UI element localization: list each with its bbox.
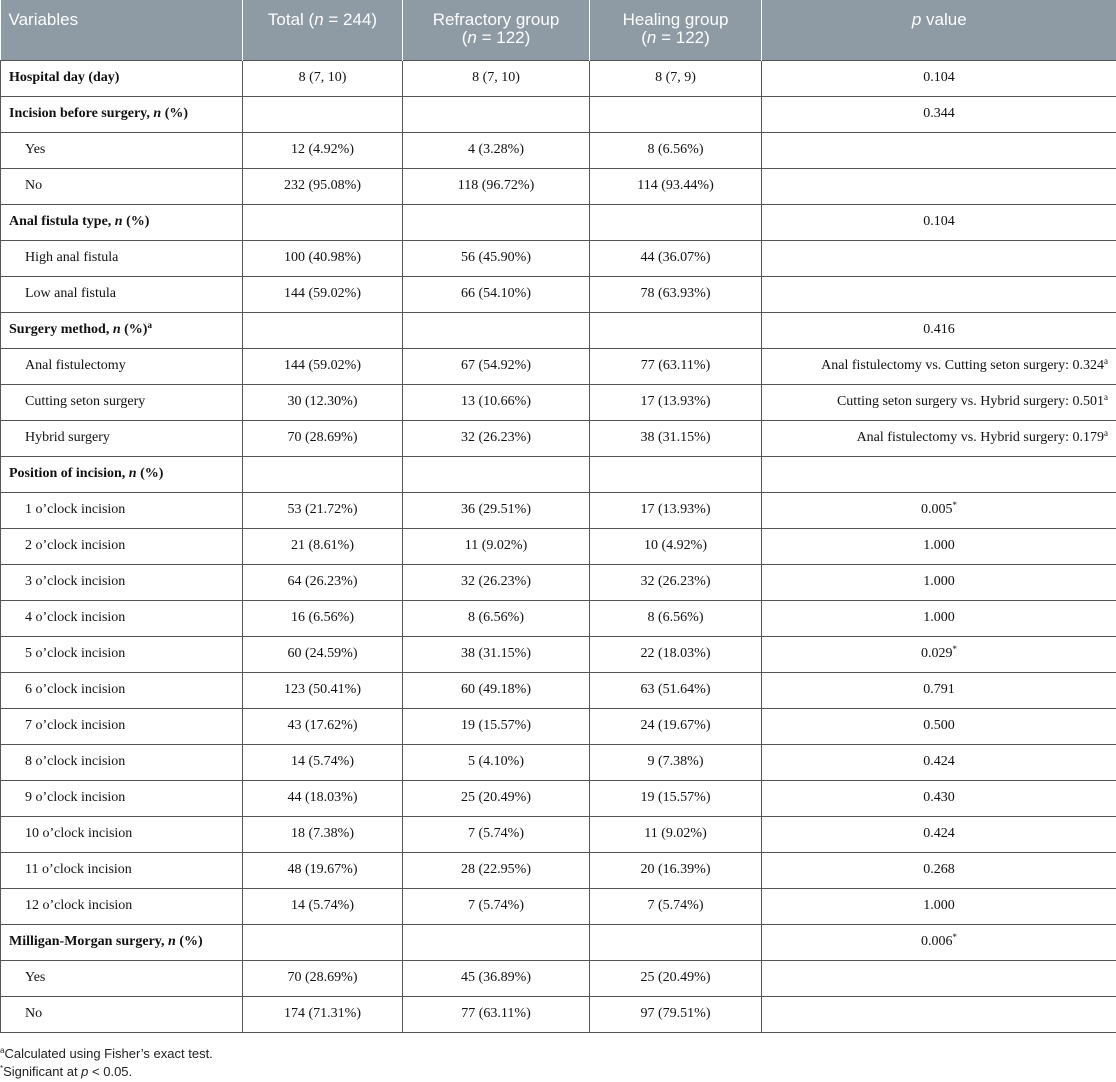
table-row (1, 744, 1116, 780)
table-row (1, 204, 1116, 240)
healing-cell (590, 96, 762, 132)
variable-cell (1, 924, 243, 960)
table-row (1, 492, 1116, 528)
refractory-cell: 66 (54.10%) (403, 276, 590, 312)
variable-label: Low anal fistula (25, 286, 116, 301)
table-row (1, 528, 1116, 564)
pvalue-marker: a (1104, 428, 1108, 438)
table-row (1, 564, 1116, 600)
pvalue-text: 0.268 (923, 862, 955, 877)
healing-cell: 32 (26.23%) (590, 564, 762, 600)
refractory-cell: 77 (63.11%) (403, 996, 590, 1032)
pvalue-text: 0.424 (923, 754, 955, 769)
healing-cell (590, 456, 762, 492)
variable-cell (1, 888, 243, 924)
refractory-cell: 25 (20.49%) (403, 780, 590, 816)
healing-cell: 9 (7.38%) (590, 744, 762, 780)
pvalue-marker: * (952, 932, 957, 942)
variable-cell (1, 744, 243, 780)
variable-label-tail: (%) (161, 106, 189, 121)
total-cell: 48 (19.67%) (243, 852, 403, 888)
pvalue-cell (762, 852, 1116, 888)
refractory-cell: 8 (6.56%) (403, 600, 590, 636)
variable-cell (1, 240, 243, 276)
healing-cell: 22 (18.03%) (590, 636, 762, 672)
variable-label: 5 o’clock incision (25, 646, 126, 661)
refractory-cell: 67 (54.92%) (403, 348, 590, 384)
variable-label-tail: (%) (175, 934, 203, 949)
table-row (1, 168, 1116, 204)
table-row (1, 420, 1116, 456)
variable-cell (1, 636, 243, 672)
healing-cell: 78 (63.93%) (590, 276, 762, 312)
healing-cell: 11 (9.02%) (590, 816, 762, 852)
variable-label: 2 o’clock incision (25, 538, 126, 553)
variable-cell (1, 852, 243, 888)
footnote-star-marker: * (0, 1064, 4, 1073)
healing-cell: 114 (93.44%) (590, 168, 762, 204)
pvalue-cell (762, 528, 1116, 564)
header-refractory-line1: Refractory group (432, 10, 560, 29)
table-row (1, 672, 1116, 708)
pvalue-cell (762, 276, 1116, 312)
variable-footnote-marker: a (147, 320, 152, 330)
total-cell: 64 (26.23%) (243, 564, 403, 600)
table-row (1, 240, 1116, 276)
variable-label-n: n (112, 322, 121, 337)
refractory-cell: 56 (45.90%) (403, 240, 590, 276)
footnote-star-p: p (81, 1064, 89, 1079)
healing-cell: 25 (20.49%) (590, 960, 762, 996)
pvalue-cell (762, 384, 1116, 420)
variable-label: Anal fistula type, (9, 214, 115, 229)
table-row (1, 924, 1116, 960)
table-row (1, 384, 1116, 420)
refractory-cell: 32 (26.23%) (403, 420, 590, 456)
footnote-a-marker: a (0, 1046, 5, 1055)
variable-cell (1, 492, 243, 528)
pvalue-text: 0.344 (923, 106, 955, 121)
pvalue-text: 1.000 (923, 538, 955, 553)
table-row (1, 312, 1116, 348)
pvalue-marker: a (1104, 392, 1108, 402)
variable-label: Yes (25, 970, 46, 985)
pvalue-marker: a (1104, 356, 1108, 366)
total-cell (243, 456, 403, 492)
pvalue-cell (762, 312, 1116, 348)
total-cell: 70 (28.69%) (243, 960, 403, 996)
variable-label: Yes (25, 142, 46, 157)
table-row (1, 780, 1116, 816)
pvalue-text: 0.430 (923, 790, 955, 805)
pvalue-cell (762, 564, 1116, 600)
pvalue-text: 0.424 (923, 826, 955, 841)
pvalue-cell (762, 168, 1116, 204)
pvalue-cell (762, 636, 1116, 672)
pvalue-cell (762, 708, 1116, 744)
healing-cell: 8 (6.56%) (590, 132, 762, 168)
total-cell: 8 (7, 10) (243, 60, 403, 96)
pvalue-text: 0.104 (923, 214, 955, 229)
variable-cell (1, 348, 243, 384)
variable-label: Cutting seton surgery (25, 394, 146, 409)
table-body (1, 60, 1116, 1032)
total-cell: 21 (8.61%) (243, 528, 403, 564)
header-healing-n: n (646, 28, 657, 47)
healing-cell: 77 (63.11%) (590, 348, 762, 384)
header-total-prefix: Total ( (267, 10, 315, 29)
variable-cell (1, 780, 243, 816)
header-refractory (403, 0, 590, 60)
pvalue-text: Anal fistulectomy vs. Hybrid surgery: 0.179 (856, 430, 1104, 445)
pvalue-text: Cutting seton surgery vs. Hybrid surgery: 0.501 (836, 394, 1104, 409)
table-row (1, 456, 1116, 492)
refractory-cell: 7 (5.74%) (403, 888, 590, 924)
header-healing-line1: Healing group (622, 10, 729, 29)
pvalue-text: 0.006 (921, 934, 953, 949)
table-row (1, 816, 1116, 852)
refractory-cell (403, 456, 590, 492)
variable-label: Incision before surgery, (9, 106, 154, 121)
footnote-a (0, 1046, 213, 1061)
variable-label: 12 o’clock incision (25, 898, 133, 913)
variable-label: 4 o’clock incision (25, 610, 126, 625)
header-refractory-suffix: = 122) (476, 28, 531, 47)
refractory-cell: 36 (29.51%) (403, 492, 590, 528)
table-row (1, 600, 1116, 636)
variable-label: Anal fistulectomy (25, 358, 126, 373)
variable-cell (1, 96, 243, 132)
pvalue-cell (762, 204, 1116, 240)
healing-cell: 17 (13.93%) (590, 384, 762, 420)
footnote-star (0, 1064, 132, 1079)
variable-cell (1, 60, 243, 96)
total-cell: 14 (5.74%) (243, 888, 403, 924)
variable-label-tail: (%) (136, 466, 164, 481)
variable-cell (1, 168, 243, 204)
variable-label: 6 o’clock incision (25, 682, 126, 697)
total-cell: 16 (6.56%) (243, 600, 403, 636)
header-refractory-n: n (467, 28, 477, 47)
pvalue-text: 0.104 (923, 70, 955, 85)
total-cell: 174 (71.31%) (243, 996, 403, 1032)
variable-label-n: n (168, 934, 176, 949)
healing-cell: 19 (15.57%) (590, 780, 762, 816)
variable-cell (1, 204, 243, 240)
pvalue-text: 1.000 (923, 898, 955, 913)
variable-cell (1, 672, 243, 708)
footnote-star-text: Significant at (3, 1064, 82, 1079)
healing-cell: 24 (19.67%) (590, 708, 762, 744)
header-healing (590, 0, 762, 60)
footnote-star-tail: < 0.05. (88, 1064, 133, 1079)
healing-cell: 63 (51.64%) (590, 672, 762, 708)
variable-cell (1, 996, 243, 1032)
healing-cell: 44 (36.07%) (590, 240, 762, 276)
table-row (1, 888, 1116, 924)
table-row (1, 708, 1116, 744)
table-row (1, 636, 1116, 672)
total-cell: 70 (28.69%) (243, 420, 403, 456)
healing-cell: 17 (13.93%) (590, 492, 762, 528)
variable-cell (1, 384, 243, 420)
variable-label: High anal fistula (25, 250, 119, 265)
pvalue-marker: * (952, 644, 957, 654)
variable-label-n: n (114, 214, 123, 229)
refractory-cell (403, 204, 590, 240)
variable-label: Milligan-Morgan surgery, (9, 934, 169, 949)
pvalue-cell (762, 672, 1116, 708)
variable-label: Position of incision, (9, 466, 129, 481)
variable-label: 3 o’clock incision (25, 574, 126, 589)
refractory-cell: 118 (96.72%) (403, 168, 590, 204)
total-cell: 123 (50.41%) (243, 672, 403, 708)
refractory-cell (403, 924, 590, 960)
pvalue-cell (762, 924, 1116, 960)
healing-cell: 97 (79.51%) (590, 996, 762, 1032)
pvalue-cell (762, 492, 1116, 528)
variable-label: No (25, 178, 43, 193)
healing-cell: 20 (16.39%) (590, 852, 762, 888)
pvalue-cell (762, 60, 1116, 96)
healing-cell: 10 (4.92%) (590, 528, 762, 564)
variable-cell (1, 312, 243, 348)
variable-label-n: n (153, 106, 162, 121)
pvalue-text: 0.029 (921, 646, 953, 661)
refractory-cell: 60 (49.18%) (403, 672, 590, 708)
variable-label: No (25, 1006, 43, 1021)
pvalue-cell (762, 744, 1116, 780)
variable-cell (1, 600, 243, 636)
header-refractory-prefix: ( (461, 28, 468, 47)
variable-cell (1, 420, 243, 456)
variable-label: 8 o’clock incision (25, 754, 126, 769)
healing-cell (590, 924, 762, 960)
header-healing-prefix: ( (641, 28, 647, 47)
refractory-cell (403, 96, 590, 132)
total-cell (243, 96, 403, 132)
healing-cell (590, 204, 762, 240)
total-cell: 232 (95.08%) (243, 168, 403, 204)
refractory-cell: 13 (10.66%) (403, 384, 590, 420)
pvalue-cell (762, 456, 1116, 492)
refractory-cell: 4 (3.28%) (403, 132, 590, 168)
refractory-cell: 11 (9.02%) (403, 528, 590, 564)
variable-label: Hybrid surgery (25, 430, 110, 445)
total-cell: 100 (40.98%) (243, 240, 403, 276)
pvalue-text: 1.000 (923, 610, 955, 625)
healing-cell: 38 (31.15%) (590, 420, 762, 456)
refractory-cell: 32 (26.23%) (403, 564, 590, 600)
total-cell: 60 (24.59%) (243, 636, 403, 672)
header-total-n: n (314, 10, 324, 29)
header-row (1, 0, 1116, 60)
header-total-suffix: = 244) (323, 10, 378, 29)
variable-label: 9 o’clock incision (25, 790, 126, 805)
refractory-cell: 38 (31.15%) (403, 636, 590, 672)
total-cell (243, 924, 403, 960)
pvalue-text: 0.791 (923, 682, 955, 697)
total-cell: 18 (7.38%) (243, 816, 403, 852)
variable-cell (1, 816, 243, 852)
variable-cell (1, 276, 243, 312)
variable-label: 7 o’clock incision (25, 718, 126, 733)
header-pvalue (762, 0, 1116, 60)
healing-cell: 8 (7, 9) (590, 60, 762, 96)
table-row (1, 276, 1116, 312)
pvalue-cell (762, 780, 1116, 816)
total-cell (243, 204, 403, 240)
pvalue-cell (762, 240, 1116, 276)
total-cell: 144 (59.02%) (243, 276, 403, 312)
pvalue-cell (762, 996, 1116, 1032)
table-row (1, 60, 1116, 96)
refractory-cell: 5 (4.10%) (403, 744, 590, 780)
total-cell (243, 312, 403, 348)
refractory-cell: 8 (7, 10) (403, 60, 590, 96)
total-cell: 14 (5.74%) (243, 744, 403, 780)
variable-label: 1 o’clock incision (25, 502, 126, 517)
pvalue-cell (762, 960, 1116, 996)
table-row (1, 996, 1116, 1032)
pvalue-text: 0.005 (921, 502, 953, 517)
total-cell: 12 (4.92%) (243, 132, 403, 168)
pvalue-cell (762, 96, 1116, 132)
table-row (1, 960, 1116, 996)
header-healing-suffix: = 122) (656, 28, 710, 47)
healing-cell (590, 312, 762, 348)
healing-cell: 8 (6.56%) (590, 600, 762, 636)
variable-label-n: n (128, 466, 137, 481)
pvalue-cell (762, 348, 1116, 384)
pvalue-text: 0.416 (923, 322, 955, 337)
header-variables: Variables (1, 0, 243, 60)
header-total (243, 0, 403, 60)
table-row (1, 852, 1116, 888)
pvalue-text: 0.500 (923, 718, 955, 733)
variable-label-tail: (%) (122, 214, 150, 229)
variable-label: Surgery method, (9, 322, 113, 337)
refractory-cell: 45 (36.89%) (403, 960, 590, 996)
pvalue-cell (762, 888, 1116, 924)
healing-cell: 7 (5.74%) (590, 888, 762, 924)
pvalue-text: Anal fistulectomy vs. Cutting seton surgery: 0.324 (821, 358, 1104, 373)
variable-cell (1, 708, 243, 744)
variable-label: 11 o’clock incision (25, 862, 132, 877)
pvalue-cell (762, 816, 1116, 852)
pvalue-marker: * (952, 500, 957, 510)
refractory-cell: 28 (22.95%) (403, 852, 590, 888)
pvalue-cell (762, 420, 1116, 456)
total-cell: 30 (12.30%) (243, 384, 403, 420)
variable-cell (1, 960, 243, 996)
total-cell: 43 (17.62%) (243, 708, 403, 744)
header-pvalue-rest: value (921, 10, 967, 29)
header-pvalue-p: p (911, 10, 922, 29)
variable-label: 10 o’clock incision (25, 826, 133, 841)
refractory-cell: 7 (5.74%) (403, 816, 590, 852)
variable-cell (1, 132, 243, 168)
variable-cell (1, 528, 243, 564)
refractory-cell (403, 312, 590, 348)
total-cell: 144 (59.02%) (243, 348, 403, 384)
variable-cell (1, 456, 243, 492)
pvalue-text: 1.000 (923, 574, 955, 589)
table-row (1, 132, 1116, 168)
total-cell: 44 (18.03%) (243, 780, 403, 816)
total-cell: 53 (21.72%) (243, 492, 403, 528)
variable-cell (1, 564, 243, 600)
table-row (1, 348, 1116, 384)
pvalue-cell (762, 600, 1116, 636)
refractory-cell: 19 (15.57%) (403, 708, 590, 744)
table-row (1, 96, 1116, 132)
variable-label: Hospital day (day) (9, 70, 120, 85)
variable-label-tail: (%) (120, 322, 148, 337)
pvalue-cell (762, 132, 1116, 168)
footnote-a-text: Calculated using Fisher’s exact test. (4, 1046, 213, 1061)
